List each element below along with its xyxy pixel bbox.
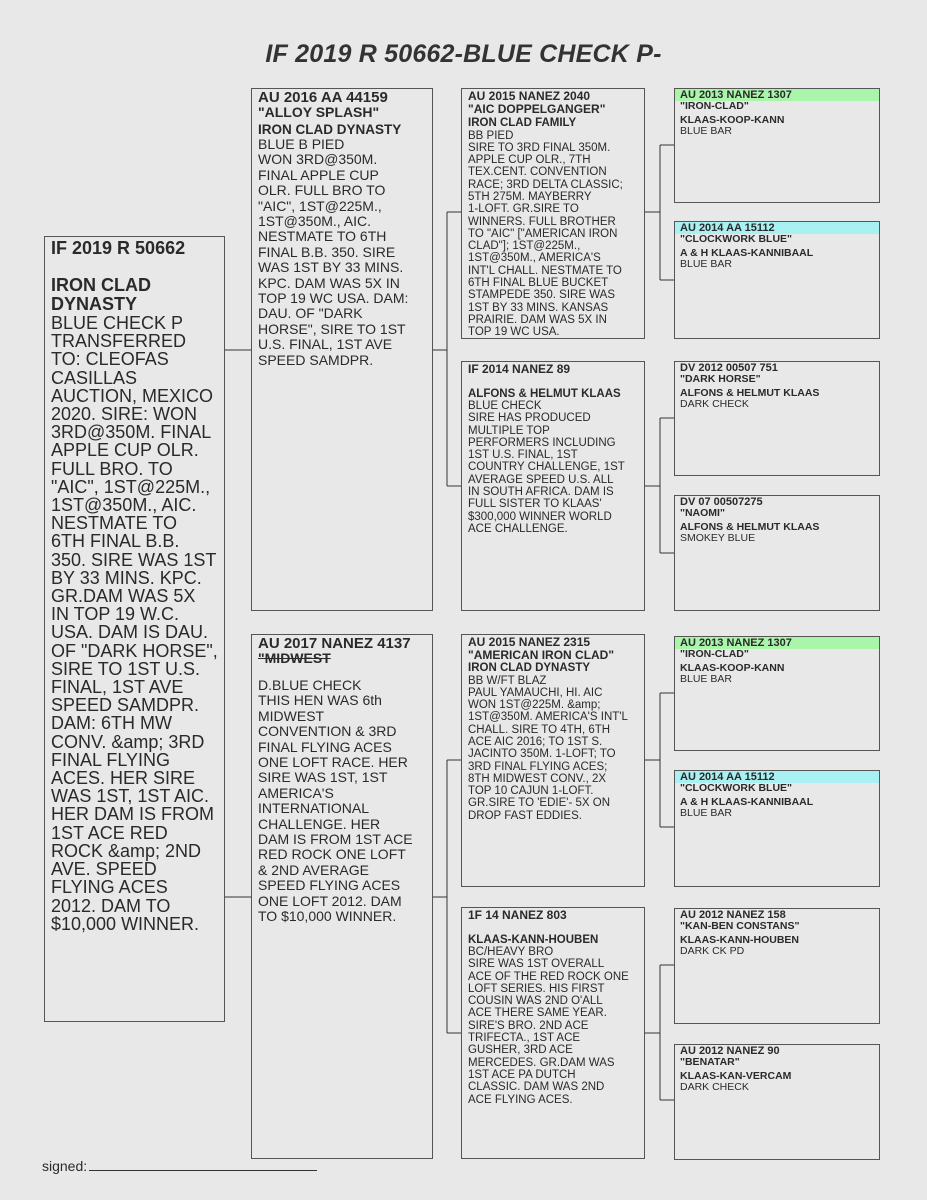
ggp-3-name: "DARK HORSE" (680, 373, 761, 385)
ggp-6-color: BLUE BAR (680, 807, 732, 819)
ggp-1-name: "IRON-CLAD" (680, 100, 749, 112)
sire-card (251, 88, 433, 611)
dam-sire-card (461, 634, 645, 887)
ggp-8-breeder: KLAAS-KAN-VERCAM (680, 1070, 792, 1082)
sire-sire-breeder: IRON CLAD FAMILY (468, 117, 577, 129)
dam-sire-band-id: AU 2015 NANEZ 2315 (468, 635, 591, 649)
ggp-card-4 (674, 495, 880, 611)
ggp-5-band-id: AU 2013 NANEZ 1307 (675, 637, 879, 649)
dam-dam-band-id: 1F 14 NANEZ 803 (468, 908, 567, 922)
ggp-card-1 (674, 88, 880, 203)
sire-dam-card (461, 361, 645, 611)
signed-label: signed: (42, 1158, 88, 1174)
signature-field[interactable] (42, 1158, 317, 1174)
ggp-4-name: "NAOMI" (680, 507, 725, 519)
dam-sire-description: BB W/FT BLAZ PAUL YAMAUCHI, HI. AIC WON 1ST@225M. &amp; 1ST@350M. AMERICA'S INT'L CHALL. SIRE TO 4TH, 6TH ACE AIC 2016; TO 1ST S. JACINTO 350M. 1-LOFT; TO 3RD FINAL FLYING ACES; 8TH MIDWEST CONV., 2X TOP 10 CAJUN 1-LOFT. GR.SIRE TO 'EDIE'- 5X ON DROP FAST EDDIES. (468, 674, 628, 822)
sire-dam-band-id: IF 2014 NANEZ 89 (468, 362, 571, 376)
ggp-card-8 (674, 1044, 880, 1160)
sire-breeder: IRON CLAD DYNASTY (258, 122, 402, 137)
ggp-1-band-id: AU 2013 NANEZ 1307 (675, 89, 879, 101)
dam-description: D.BLUE CHECK THIS HEN WAS 6th MIDWEST CONVENTION & 3RD FINAL FLYING ACES ONE LOFT RACE. HER SIRE WAS 1ST, 1ST AMERICA'S INTERNATIONAL CHALLENGE. HER DAM IS FROM 1ST ACE RED ROCK ONE LOFT & 2ND AVERAGE SPEED FLYING ACES ONE LOFT 2012. DAM TO $10,000 WINNER. (258, 677, 413, 925)
ggp-2-breeder: A & H KLAAS-KANNIBAAL (680, 247, 814, 259)
sire-band-id: AU 2016 AA 44159 (258, 89, 388, 106)
signature-line[interactable] (89, 1158, 317, 1171)
dam-card (251, 634, 433, 1159)
ggp-4-band-id: DV 07 00507275 (680, 496, 763, 508)
ggp-4-breeder: ALFONS & HELMUT KLAAS (680, 521, 820, 533)
subject-loft-name: IRON CLAD DYNASTY (51, 275, 151, 314)
ggp-7-name: "KAN-BEN CONSTANS" (680, 920, 800, 932)
ggp-8-name: "BENATAR" (680, 1056, 740, 1068)
sire-name: "ALLOY SPLASH" (258, 104, 380, 120)
dam-sire-name: "AMERICAN IRON CLAD" (468, 647, 615, 662)
dam-dam-card (461, 907, 645, 1159)
ggp-8-color: DARK CHECK (680, 1081, 749, 1093)
ggp-6-band-id: AU 2014 AA 15112 (675, 771, 879, 783)
ggp-3-breeder: ALFONS & HELMUT KLAAS (680, 387, 820, 399)
sire-sire-name: "AIC DOPPELGANGER" (468, 101, 606, 116)
dam-dam-breeder: KLAAS-KANN-HOUBEN (468, 933, 599, 946)
ggp-card-7 (674, 908, 880, 1024)
page-title: IF 2019 R 50662-BLUE CHECK P- (265, 40, 662, 68)
ggp-4-color: SMOKEY BLUE (680, 532, 756, 544)
sire-sire-band-id: AU 2015 NANEZ 2040 (468, 89, 591, 103)
ggp-card-2 (674, 221, 880, 339)
subject-band-id: IF 2019 R 50662 (51, 238, 186, 258)
dam-name: "MIDWEST (258, 650, 331, 666)
dam-band-id: AU 2017 NANEZ 4137 (258, 635, 411, 652)
ggp-7-band-id: AU 2012 NANEZ 158 (680, 909, 786, 921)
ggp-1-breeder: KLAAS-KOOP-KANN (680, 114, 785, 126)
ggp-8-band-id: AU 2012 NANEZ 90 (680, 1045, 780, 1057)
sire-sire-description: BB PIED SIRE TO 3RD FINAL 350M. APPLE CUP OLR., 7TH TEX.CENT. CONVENTION RACE; 3RD DELTA CLASSIC; 5TH 275M. MAYBERRY 1-LOFT. GR.SIRE TO WINNERS. FULL BROTHER TO "AIC" ["AMERICAN IRON CLAD"]; 1ST@225M., 1ST@350M., AMERICA'S INT'L CHALL. NESTMATE TO 6TH FINAL BLUE BUCKET STAMPEDE 350. SIRE WAS 1ST BY 33 MINS. KANSAS PRAIRIE. DAM WAS 5X IN TOP 19 WC USA. (468, 129, 623, 339)
ggp-3-color: DARK CHECK (680, 398, 749, 410)
ggp-2-name: "CLOCKWORK BLUE" (680, 233, 793, 245)
subject-bird-card (44, 236, 225, 1022)
subject-description: BLUE CHECK P TRANSFERRED TO: CLEOFAS CASILLAS AUCTION, MEXICO 2020. SIRE: WON 3RD@350M. FINAL APPLE CUP OLR. FULL BRO. TO "AIC", 1ST@225M., 1ST@350M., AIC. NESTMATE TO 6TH FINAL B.B. 350. SIRE WAS 1ST BY 33 MINS. KPC. GR.DAM WAS 5X IN TOP 19 W.C. USA. DAM IS DAU. OF "DARK HORSE", SIRE TO 1ST U.S. FINAL, 1ST AVE SPEED SAMDPR. DAM: 6TH MW CONV. &amp; 3RD FINAL FLYING ACES. HER SIRE WAS 1ST, 1ST AIC. HER DAM IS FROM 1ST ACE RED ROCK &amp; 2ND AVE. SPEED FLYING ACES 2012. DAM TO $10,000 WINNER. (51, 313, 218, 934)
ggp-3-band-id: DV 2012 00507 751 (680, 362, 778, 374)
dam-sire-breeder: IRON CLAD DYNASTY (468, 662, 591, 674)
sire-description: BLUE B PIED WON 3RD@350M. FINAL APPLE CUP OLR. FULL BRO TO "AIC", 1ST@225M., 1ST@350M., AIC. NESTMATE TO 6TH FINAL B.B. 350. SIRE WAS 1ST BY 33 MINS. KPC. DAM WAS 5X IN TOP 19 WC USA. DAM: DAU. OF "DARK HORSE", SIRE TO 1ST U.S. FINAL, 1ST AVE SPEED SAMDPR. (258, 136, 409, 368)
ggp-1-color: BLUE BAR (680, 125, 732, 137)
ggp-7-color: DARK CK PD (680, 945, 745, 957)
sire-dam-breeder: ALFONS & HELMUT KLAAS (468, 387, 621, 400)
ggp-card-3 (674, 361, 880, 476)
ggp-2-band-id: AU 2014 AA 15112 (675, 222, 879, 234)
sire-sire-card (461, 88, 645, 339)
ggp-7-breeder: KLAAS-KANN-HOUBEN (680, 934, 799, 946)
ggp-2-color: BLUE BAR (680, 258, 732, 270)
sire-dam-description: BLUE CHECK SIRE HAS PRODUCED MULTIPLE TOP PERFORMERS INCLUDING 1ST U.S. FINAL, 1ST COUNTRY CHALLENGE, 1ST AVERAGE SPEED U.S. ALL IN SOUTH AFRICA. DAM IS FULL SISTER TO KLAAS' $300,000 WINNER WORLD ACE CHALLENGE. (468, 400, 625, 535)
ggp-6-name: "CLOCKWORK BLUE" (680, 782, 793, 794)
ggp-5-color: BLUE BAR (680, 673, 732, 685)
ggp-card-6 (674, 770, 880, 887)
ggp-5-breeder: KLAAS-KOOP-KANN (680, 662, 785, 674)
ggp-5-name: "IRON-CLAD" (680, 648, 749, 660)
dam-dam-description: BC/HEAVY BRO SIRE WAS 1ST OVERALL ACE OF THE RED ROCK ONE LOFT SERIES. HIS FIRST COUSIN WAS 2ND O'ALL ACE THERE SAME YEAR. SIRE'S BRO. 2ND ACE TRIFECTA., 1ST ACE GUSHER, 3RD ACE MERCEDES. GR.DAM WAS 1ST ACE PA DUTCH CLASSIC. DAM WAS 2ND ACE FLYING ACES. (468, 946, 629, 1106)
ggp-card-5 (674, 636, 880, 751)
ggp-6-breeder: A & H KLAAS-KANNIBAAL (680, 796, 814, 808)
